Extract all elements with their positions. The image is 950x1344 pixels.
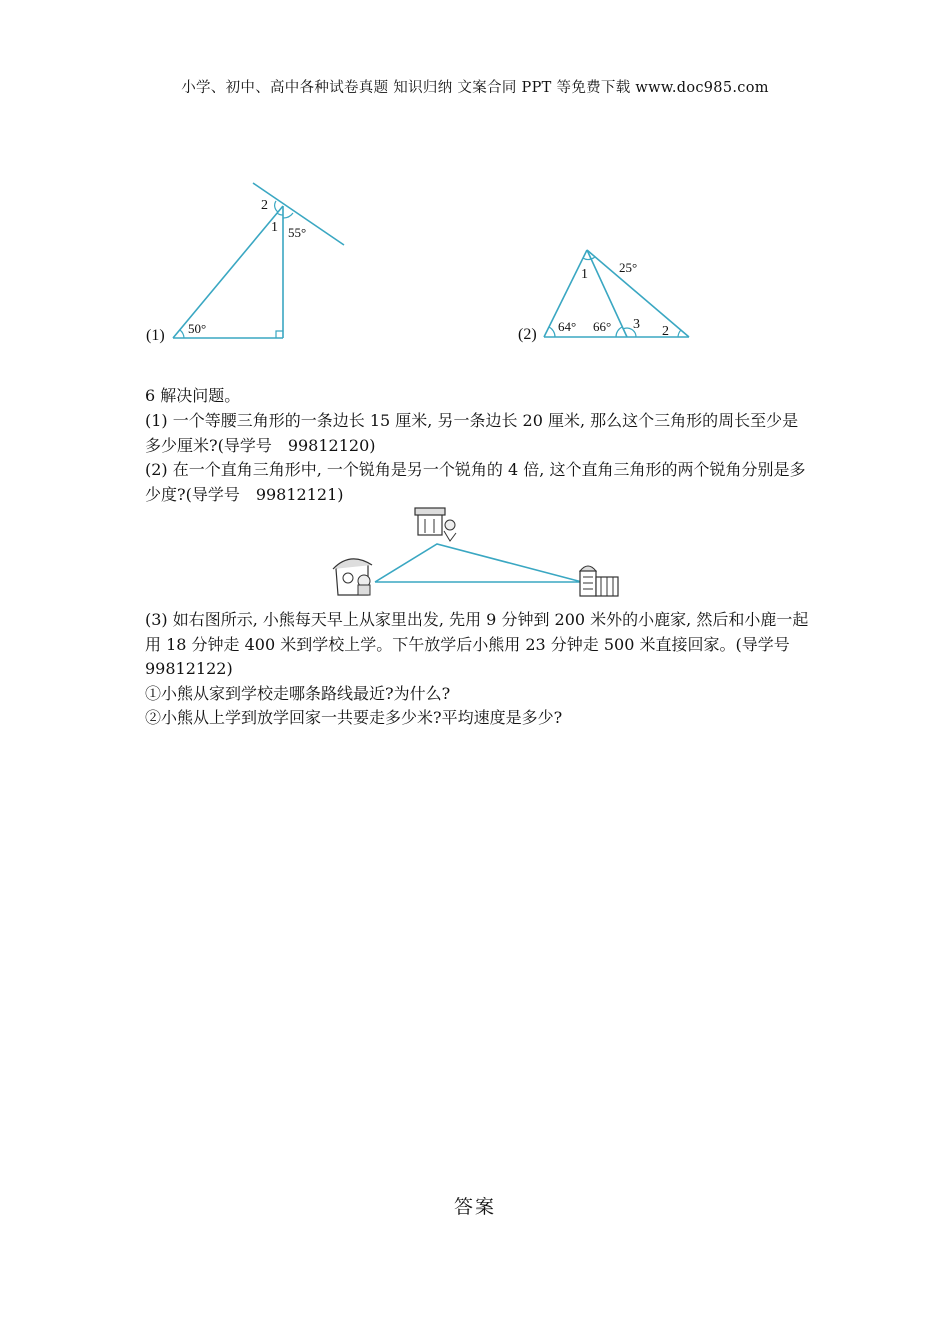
figure-2-label-66: 66° (593, 319, 612, 334)
question-2: (2) 在一个直角三角形中, 一个锐角是另一个锐角的 4 倍, 这个直角三角形的两个锐角分别是多少度?(导学号 99812121) (145, 460, 806, 504)
figure-1-label-1: 1 (271, 220, 278, 235)
route-map-illustration (330, 505, 625, 600)
figure-2-caption: (2) (518, 326, 537, 343)
figure-2-angle-64-arc (549, 327, 555, 337)
figure-1-label-50: 50° (188, 321, 207, 336)
figure-2-triangle (512, 240, 712, 350)
figure-2-label-25: 25° (619, 260, 638, 275)
page-header: 小学、初中、高中各种试卷真题 知识归纳 文案合同 PPT 等免费下载 www.doc985.com (181, 80, 769, 96)
figure-1-triangle (140, 175, 360, 350)
figure-1-angle-50-arc (180, 330, 184, 338)
figure-2-label-64: 64° (558, 319, 577, 334)
figure-1-angle-55-arc (283, 213, 293, 218)
figure-1-angle-2-arc (275, 201, 278, 212)
figure-2-label-2: 2 (662, 324, 669, 339)
figure-2-label-3: 3 (633, 317, 640, 332)
section-title: 6 解决问题。 (145, 386, 241, 405)
figure-1-right-angle-mark (276, 331, 283, 338)
answer-heading: 答案 (453, 1196, 496, 1218)
figure-2-label-1: 1 (581, 267, 588, 282)
figure-2-angle-1-arc (583, 258, 591, 260)
figure-1-label-2: 2 (261, 198, 268, 213)
question-3: (3) 如右图所示, 小熊每天早上从家里出发, 先用 9 分钟到 200 米外的小鹿家, 然后和小鹿一起用 18 分钟走 400 米到学校上学。下午放学后小熊用 23 分钟走 500 米直接回家。(导学号 99812122) (145, 610, 809, 678)
figure-1-caption: (1) (146, 327, 165, 344)
bear-house-icon (333, 559, 372, 595)
route-lines (375, 544, 582, 582)
figure-1-angle-1-arc (277, 213, 283, 215)
figure-2-angle-66-arc (616, 327, 622, 337)
figure-2-angle-2-arc (678, 330, 681, 337)
question-3-sub-2: ②小熊从上学到放学回家一共要走多少米?平均速度是多少? (145, 708, 563, 727)
deer-house-icon (415, 508, 456, 541)
question-3-sub-1: ①小熊从家到学校走哪条路线最近?为什么? (145, 684, 451, 703)
figure-2-angle-25-arc (591, 257, 595, 259)
question-1: (1) 一个等腰三角形的一条边长 15 厘米, 另一条边长 20 厘米, 那么这个三角形的周长至少是多少厘米?(导学号 99812120) (145, 411, 799, 455)
figure-1-hypotenuse (173, 206, 283, 338)
school-building-icon (580, 566, 618, 596)
figure-1-label-55: 55° (288, 225, 307, 240)
